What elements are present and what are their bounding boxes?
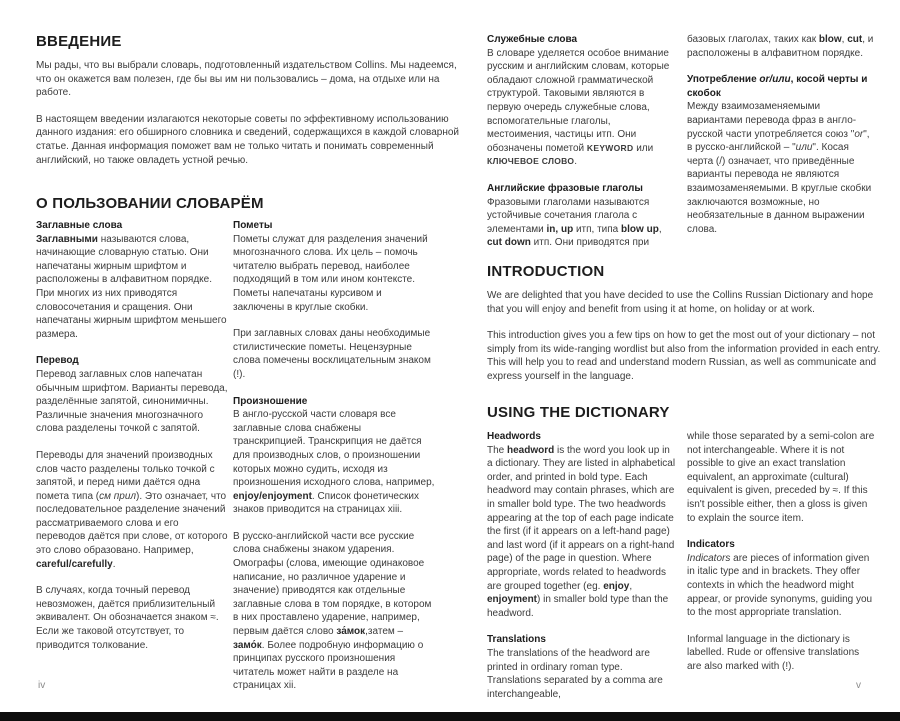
left-page-column-1	[36, 219, 228, 652]
text-segment: Заглавными	[36, 233, 98, 245]
text-segment: This introduction gives you a few tips on how to get the most out of your dictionary – not simply from its wide-ranging wordlist but also from the information provided in each entry. This will help you to read and understand modern Russian, as well as communicate and express yourself in the language.	[487, 330, 881, 382]
paragraph	[487, 196, 677, 250]
text-segment: . Более подробную информацию о принципах русского произношения читатель может найти в разделе на страницах xii.	[233, 639, 424, 692]
paragraph	[487, 647, 677, 701]
text-segment: The	[487, 444, 508, 456]
text-segment: We are delighted that you have decided to use the Collins Russian Dictionary and hope that you will enjoy and benefit from using it at home, on holiday or at work.	[487, 290, 874, 315]
page-number-left: iv	[38, 680, 46, 691]
text-segment: headword	[507, 444, 555, 456]
text-segment: В случаях, когда точный перевод невозможен, даётся приблизительный эквивалент. Он обозначается знаком ≈. Если же таковой отсутствует, то приводится толкование.	[36, 585, 219, 651]
text-segment: is the word you look up in a dictionary. They are listed in alphabetical order, and printed in bold type. Each headword may contain phrases, which are in smaller bold type. The two headwords appearing at the top of each page indicate the first (if it appears on a left-hand page) and last word (if it appears on a right-hand page) of the page in question. Where appropriate, words related to headwords are grouped together (eg.	[487, 444, 676, 592]
paragraph	[487, 289, 885, 316]
text-segment: .	[112, 558, 116, 570]
text-segment: Употребление	[687, 74, 760, 86]
text-segment: while those separated by a semi-colon are not interchangeable. Where it is not possible to give an exact translation equivalent, an approximate (cultural) equivalent is given, preceded by ≈. If this isn't possible either, then a gloss is given to explain the source item.	[687, 431, 875, 524]
text-segment: KEYWORD	[586, 142, 634, 153]
text-segment: Пометы	[233, 220, 273, 231]
paragraph	[233, 408, 435, 517]
text-segment: КЛЮЧЕВОЕ СЛОВО	[487, 156, 575, 167]
text-segment: итп, типа	[573, 223, 622, 235]
text-segment: are pieces of information given in italic type and in brackets. They offer contexts in which the headword might appear, or provide synonyms, guiding you to the most appropriate translation.	[687, 552, 873, 619]
text-segment: называются слова, начинающие словарную статью. Они напечатаны жирным шрифтом и расположены в алфавитном порядке. При многих из них приводятся словосочетания и сращения. Они напечатаны жирным шрифтом меньшего размера.	[36, 233, 227, 340]
text-segment: Informal language in the dictionary is labelled. Rude or offensive translations are also marked with (!).	[687, 633, 860, 672]
text-segment: В словаре уделяется особое внимание русским и английским словам, которые обладают сложной грамматической структурой. Таковыми являются в первую очередь служебные слова, вспомогательные глаголы, местоимения, частицы итп. Они обозначены пометой	[487, 47, 670, 154]
text-segment: Перевод заглавных слов напечатан обычным шрифтом. Варианты перевода, разделённые запятой, синонимичны. Различные значения многозначного слова разделены точкой с запятой.	[36, 368, 228, 435]
text-segment: В русско-английской части все русские слова снабжены знаком ударения. Омографы (слова, имеющие одинаковое написание, но различное ударение и значение) приводятся как отдельные заглавные слова в том порядке, в котором в них проставлено ударение, например, первым даётся слово	[233, 530, 432, 638]
text-segment: cut	[847, 34, 863, 45]
subsection-heading	[487, 182, 677, 196]
subsection-heading	[687, 73, 875, 100]
text-segment: или	[633, 142, 654, 154]
paragraph	[36, 584, 228, 652]
text-segment: ). Это означает, что последовательное разделение значений рассматриваемого слова и его переводов даётся при слове, от которого это слово образовано. Например,	[36, 490, 228, 557]
right-page-column-1-bottom	[487, 430, 677, 701]
section-heading-usage-ru: О ПОЛЬЗОВАНИИ СЛОВАРЁМ	[36, 195, 264, 212]
subsection-heading	[233, 395, 435, 409]
text-segment: В настоящем введении излагаются некоторые советы по эффективному использованию данного издания: его обширного словника и сведений, содержащихся в каждой словарной статье. Данная информация поможет вам не только читать и понимать современный английский, но также овладеть устной речью.	[36, 113, 460, 166]
text-segment: Перевод	[36, 355, 79, 367]
paragraph	[487, 444, 677, 621]
subsection-heading	[233, 219, 435, 233]
text-segment: , и расположены в алфавитном порядке.	[687, 34, 874, 59]
subsection-heading	[487, 33, 677, 47]
text-segment: Переводы для значений производных слов часто разделены только точкой с запятой, и перед ними даётся одна помета типа (	[36, 449, 215, 502]
subsection-heading	[487, 633, 677, 647]
text-segment: Произношение	[233, 395, 308, 407]
paragraph	[36, 233, 228, 342]
text-segment: или	[795, 142, 813, 154]
text-segment: Заглавные слова	[36, 220, 123, 231]
text-segment: blow up	[621, 223, 659, 235]
text-segment: ,	[841, 34, 848, 45]
right-page-column-1-top	[487, 33, 677, 250]
text-segment: in, up	[546, 223, 574, 235]
paragraph	[36, 368, 228, 436]
text-segment: cut down	[487, 237, 531, 249]
paragraph	[36, 113, 461, 167]
text-segment: за́мок	[336, 626, 366, 638]
section-heading-using-the-dictionary: USING THE DICTIONARY	[487, 404, 670, 421]
text-segment: Indicators	[687, 539, 735, 551]
footer-bar	[0, 712, 900, 721]
text-segment: Английские фразовые глаголы	[487, 182, 643, 194]
paragraph	[36, 449, 228, 571]
text-segment: enjoyment	[487, 594, 538, 606]
subsection-heading	[36, 219, 228, 233]
text-segment: итп. Они приводятся при	[530, 237, 650, 249]
paragraph	[687, 430, 875, 525]
text-segment: Мы рады, что вы выбрали словарь, подготовленный издательством Collins. Мы надеемся, что он окажется вам полезен, где бы вы им ни пользовались – дома, на отдыхе или на работе.	[36, 60, 457, 99]
text-segment: замо́к	[233, 639, 262, 651]
text-segment: В англо-русской части словаря все заглавные слова снабжены транскрипцией. Транскрипция не даётся для производных слов, о произношении которых можно судить, исходя из произношения исходного слова, например,	[233, 409, 435, 489]
left-page-column-2	[233, 219, 435, 693]
text-segment: The translations of the headword are printed in ordinary roman type. Translations separated by a comma are interchangeable,	[487, 647, 663, 700]
paragraph	[487, 47, 677, 169]
paragraph	[687, 33, 875, 60]
text-segment: blow	[818, 34, 842, 45]
paragraph	[233, 233, 435, 315]
text-segment: careful/carefully	[36, 558, 113, 570]
text-segment: . Список фонетических знаков приводится на страницах xiii.	[233, 490, 419, 516]
text-segment: Пометы служат для разделения значений многозначного слова. Их цель – помочь читателю выбрать перевод, наиболее подходящий в том или ином контексте. Пометы напечатаны курсивом и заключены в круглые скобки.	[233, 233, 428, 313]
paragraph	[233, 327, 435, 381]
paragraph	[687, 100, 875, 236]
text-segment: or	[854, 128, 864, 140]
right-page-column-2-top	[687, 33, 875, 236]
text-segment: Indicators	[687, 552, 731, 564]
text-segment: ,затем –	[365, 626, 404, 638]
paragraph	[36, 59, 461, 100]
text-segment: .	[574, 156, 578, 168]
text-segment: enjoy/enjoyment	[233, 490, 312, 502]
text-segment: Служебные слова	[487, 34, 578, 45]
text-segment: ". Косая черта (/) означает, что приведённые варианты перевода не являются взаимозаменяемыми. В круглые скобки заключаются возможные, но необязательные в данном выражении слова.	[687, 142, 872, 235]
intro-paragraphs-ru	[36, 59, 461, 167]
text-segment: ,	[629, 580, 633, 592]
page-number-right: v	[856, 680, 861, 691]
subsection-heading	[487, 430, 677, 444]
text-segment: or/или	[759, 74, 791, 86]
page-title-vvedenie: ВВЕДЕНИЕ	[36, 33, 122, 50]
section-heading-introduction: INTRODUCTION	[487, 263, 605, 280]
text-segment: , косой черты и скобок	[687, 74, 868, 99]
introduction-paragraphs-en	[487, 289, 885, 384]
text-segment: При заглавных словах даны необходимые стилистические пометы. Нецензурные слова помечены восклицательным знаком (!).	[233, 328, 431, 380]
text-segment: ,	[658, 223, 662, 235]
paragraph	[487, 329, 885, 383]
text-segment: ", в русско-английской – "	[687, 128, 870, 154]
text-segment: Между взаимозаменяемыми вариантами перевода фраз в англо-русской части употребляется союз "	[687, 101, 857, 140]
subsection-heading	[36, 354, 228, 368]
text-segment: см прил	[99, 490, 137, 502]
paragraph	[233, 530, 435, 693]
subsection-heading	[687, 538, 875, 552]
text-segment: Фразовыми глаголами называются устойчивые сочетания глагола с элементами	[487, 196, 650, 235]
text-segment: Translations	[487, 634, 546, 646]
paragraph	[687, 552, 875, 620]
text-segment: enjoy	[603, 580, 630, 592]
text-segment: базовых глаголах, таких как	[687, 34, 819, 45]
right-page-column-2-bottom	[687, 430, 875, 674]
text-segment: Headwords	[487, 431, 541, 442]
paragraph	[687, 633, 875, 674]
text-segment: ) in smaller bold type than the headword.	[487, 594, 669, 619]
